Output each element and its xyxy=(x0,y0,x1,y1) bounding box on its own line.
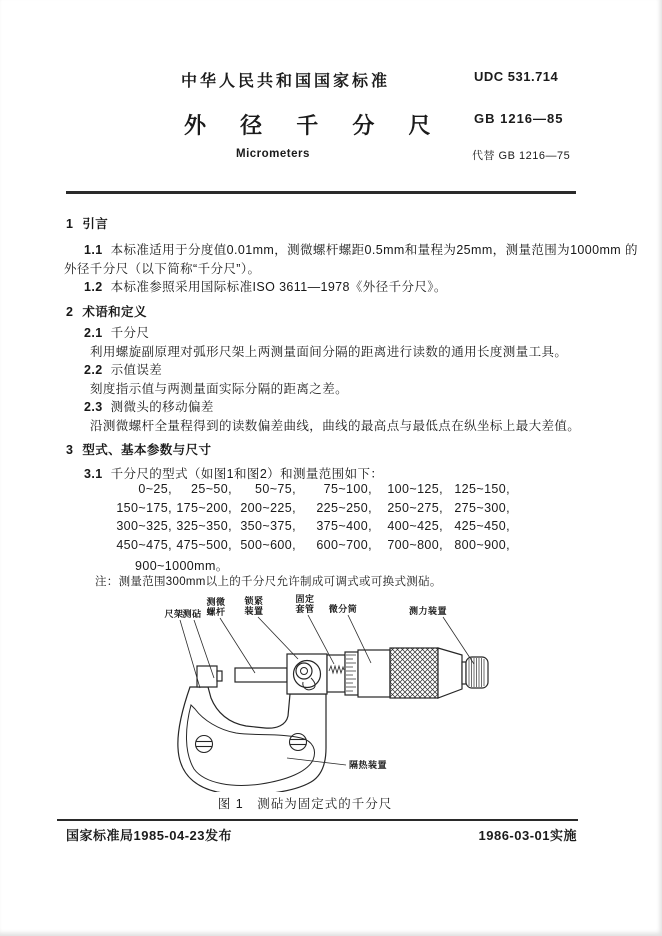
range-cell: 250~275, xyxy=(387,500,443,515)
graduation-ring xyxy=(345,652,358,695)
standard-org-title: 中华人民共和国国家标准 xyxy=(181,73,391,90)
term-2-2-definition: 刻度指示值与两测量面实际分隔的距离之差。 xyxy=(90,382,349,396)
term-2-2-number: 2.2 xyxy=(84,363,103,377)
range-cell: 450~475, xyxy=(116,537,172,552)
label-thimble: 微分筒 xyxy=(328,604,358,614)
clause-1-2-text: 本标准参照采用国际标准ISO 3611—1978《外径千分尺》。 xyxy=(110,280,447,294)
clause-1-1-number: 1.1 xyxy=(84,243,103,257)
clause-1-2-number: 1.2 xyxy=(84,280,103,294)
range-cell: 300~325, xyxy=(116,519,172,533)
label-spindle-line1: 测微 xyxy=(206,597,226,607)
document-title-en: Micrometers xyxy=(236,148,310,160)
clause-1-2 xyxy=(84,277,447,295)
range-cell: 275~300, xyxy=(454,500,510,515)
section-3-title: 型式、基本参数与尺寸 xyxy=(82,443,212,457)
range-cell: 325~350, xyxy=(176,519,232,533)
label-frame: 尺架 xyxy=(164,609,184,619)
range-last-row: 900~1000mm。 xyxy=(135,559,229,573)
term-2-3-number: 2.3 xyxy=(84,400,103,414)
term-2-3-title: 测微头的移动偏差 xyxy=(110,400,214,414)
range-cell: 200~225, xyxy=(240,500,296,515)
range-row xyxy=(66,482,510,501)
locking-device xyxy=(287,654,327,694)
clause-1-1-text: 本标准适用于分度值0.01mm，测微螺杆螺距0.5mm和量程为25mm，测量范围为1000mm 的 xyxy=(110,243,638,257)
range-cell: 500~600, xyxy=(240,537,296,552)
term-2-3-definition: 沿测微螺杆全量程得到的读数偏差曲线，曲线的最高点与最低点在纵坐标上最大差值。 xyxy=(90,419,581,433)
clause-3-1-text: 千分尺的型式（如图1和图2）和测量范围如下： xyxy=(110,467,384,481)
range-row xyxy=(66,538,510,557)
term-2-1-number: 2.1 xyxy=(84,326,103,340)
range-cell: 150~175, xyxy=(116,500,172,515)
range-cell: 50~75, xyxy=(255,482,296,496)
term-2-1-title: 千分尺 xyxy=(110,326,150,340)
label-sleeve-line2: 套管 xyxy=(295,604,315,614)
label-lock-line2: 装置 xyxy=(244,606,264,616)
label-ratchet: 测力装置 xyxy=(408,606,448,616)
label-insulation: 隔热装置 xyxy=(348,760,388,770)
footer-issued-date: 国家标准局1985-04-23发布 xyxy=(66,828,232,843)
udc-number: UDC 531.714 xyxy=(474,69,559,84)
range-cell: 400~425, xyxy=(387,519,443,533)
fixed-sleeve xyxy=(327,655,345,692)
clause-3-1 xyxy=(84,464,383,482)
range-cell: 100~125, xyxy=(387,482,443,496)
range-cell: 175~200, xyxy=(176,500,232,515)
range-cell: 800~900, xyxy=(454,537,510,552)
header-rule xyxy=(66,191,576,194)
term-2-1-definition: 利用螺旋副原理对弧形尺架上两测量面间分隔的距离进行读数的通用长度测量工具。 xyxy=(90,345,568,359)
range-cell: 0~25, xyxy=(138,482,172,496)
range-cell: 425~450, xyxy=(454,519,510,533)
range-cell: 475~500, xyxy=(176,537,232,552)
term-2-1-heading xyxy=(84,323,149,341)
section-3-heading xyxy=(66,440,211,458)
thimble-cap xyxy=(438,648,462,698)
clause-3-1-number: 3.1 xyxy=(84,467,103,481)
section-2-title: 术语和定义 xyxy=(82,305,147,319)
document-title-cn: 外 径 千 分 尺 xyxy=(184,113,445,138)
anvil-face xyxy=(217,671,222,681)
range-cell: 375~400, xyxy=(316,519,372,533)
range-row xyxy=(66,501,510,520)
range-cell: 125~150, xyxy=(454,482,510,496)
range-cell: 600~700, xyxy=(316,537,372,552)
label-anvil: 测砧 xyxy=(182,609,202,619)
section-1-heading xyxy=(66,214,108,232)
section-2-number: 2 xyxy=(66,305,74,319)
range-cell: 225~250, xyxy=(316,500,372,515)
range-cell: 700~800, xyxy=(387,537,443,552)
spindle-rod xyxy=(235,668,287,682)
range-cell: 25~50, xyxy=(191,482,232,496)
figure-caption: 图 1 测砧为固定式的千分尺 xyxy=(217,797,393,811)
section-3-number: 3 xyxy=(66,443,74,457)
term-2-2-title: 示值误差 xyxy=(110,363,163,377)
replaces-note: 代替 GB 1216—75 xyxy=(472,150,571,162)
section-1-number: 1 xyxy=(66,217,74,231)
range-cell: 350~375, xyxy=(240,519,296,533)
term-2-2-heading xyxy=(84,360,162,378)
clause-1-1-continued: 外径千分尺（以下简称“千分尺”）。 xyxy=(64,262,261,276)
clause-1-1 xyxy=(84,240,638,258)
ratchet-hatching xyxy=(469,658,484,687)
measuring-range-list xyxy=(66,482,510,556)
anvil-block xyxy=(197,666,217,687)
range-cell: 75~100, xyxy=(323,482,372,496)
footer-effective-date: 1986-03-01实施 xyxy=(478,828,577,843)
term-2-3-heading xyxy=(84,397,214,415)
label-lock-line1: 锁紧 xyxy=(244,596,264,606)
thimble-body xyxy=(358,650,390,697)
knurled-grip xyxy=(390,648,438,698)
section-1-title: 引言 xyxy=(82,217,109,231)
standard-code: GB 1216—85 xyxy=(474,111,564,126)
micrometer-figure xyxy=(150,592,520,792)
range-row xyxy=(66,519,510,538)
label-spindle-line2: 螺杆 xyxy=(206,607,226,617)
footer-rule xyxy=(57,819,578,821)
section-2-heading xyxy=(66,302,147,320)
range-note: 注：测量范围300mm以上的千分尺允许制成可调式或可换式测砧。 xyxy=(95,576,442,588)
label-sleeve-line1: 固定 xyxy=(295,594,315,604)
